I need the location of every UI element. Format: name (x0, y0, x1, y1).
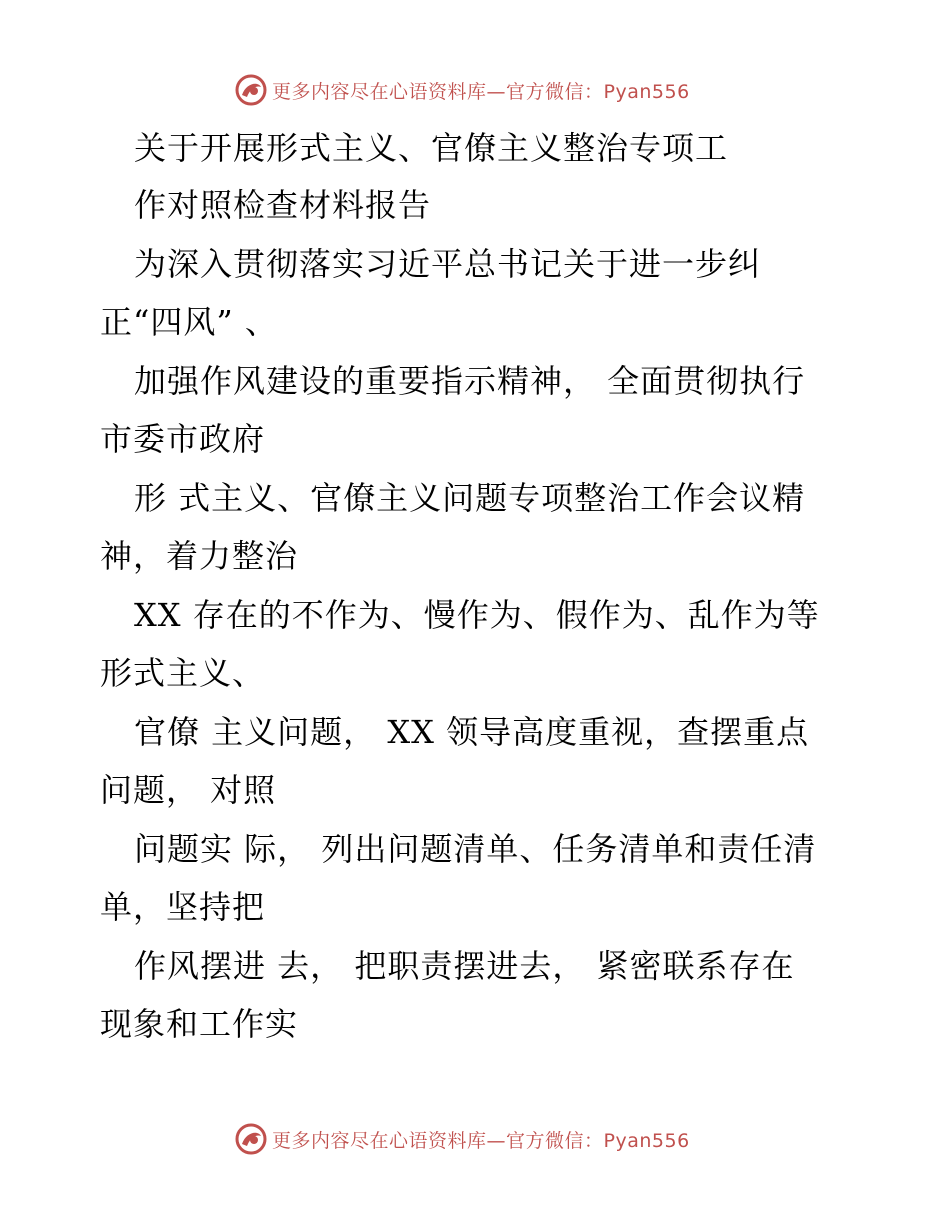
swirl-logo-icon (234, 1122, 268, 1156)
watermark-banner-bottom (234, 1121, 734, 1157)
text-line: 官僚 主义问题， XX 领导高度重视，查摆重点 (134, 713, 810, 751)
text-line: 形 式主义、官僚主义问题专项整治工作会议精 (134, 479, 806, 517)
text-line: 现象和工作实 (100, 1005, 299, 1043)
text-line: 神，着力整治 (100, 537, 299, 575)
text-line: 加强作风建设的重要指示精神， 全面贯彻执行 (134, 362, 806, 400)
text-line: 作对照检查材料报告 (134, 186, 432, 224)
text-line: 市委市政府 (100, 420, 266, 458)
text-line: 单，坚持把 (100, 888, 266, 926)
text-line: 问题， 对照 (100, 771, 277, 809)
text-line: 形式主义、 (100, 654, 266, 692)
text-line: 为深入贯彻落实习近平总书记关于进一步纠 (134, 245, 762, 283)
watermark-text: 更多内容尽在心语资料库—官方微信：Pyan556 (272, 1129, 690, 1152)
text-line: 问题实 际， 列出问题清单、任务清单和责任清 (134, 830, 817, 868)
swirl-logo-icon (234, 73, 268, 107)
text-line: XX 存在的不作为、慢作为、假作为、乱作为等 (134, 596, 820, 634)
watermark-text: 更多内容尽在心语资料库—官方微信：Pyan556 (272, 80, 690, 103)
text-line: 正“四风” 、 (100, 303, 278, 341)
watermark-banner-top (234, 72, 734, 108)
text-line: 作风摆进 去， 把职责摆进去， 紧密联系存在 (134, 947, 795, 985)
text-line: 关于开展形式主义、官僚主义整治专项工 (134, 129, 729, 167)
